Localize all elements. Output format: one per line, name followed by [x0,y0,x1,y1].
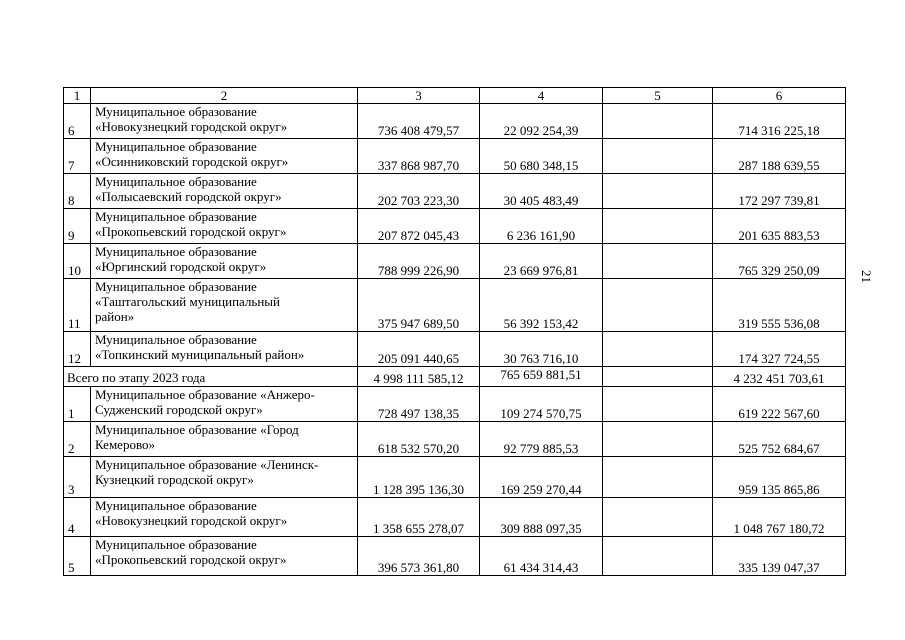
municipality-name-line: Муниципальное образование [95,209,257,224]
total-col3: 4 998 111 585,12 [358,367,480,387]
header-cell-6: 6 [713,88,846,104]
value-c4: 30 763 716,10 [480,332,603,367]
value-c6: 959 135 865,86 [713,457,846,498]
row-number: 5 [64,537,91,576]
value-c4: 92 779 885,53 [480,422,603,457]
value-c4: 61 434 314,43 [480,537,603,576]
municipality-name-line: Муниципальное образование [95,279,257,294]
value-c3: 1 128 395 136,30 [358,457,480,498]
value-c4: 309 888 097,35 [480,498,603,537]
table-row [64,332,846,367]
value-c5 [603,498,713,537]
table-row [64,279,846,332]
value-c5 [603,332,713,367]
table-row [64,104,846,139]
municipality-name-line: Кемерово» [95,437,155,452]
value-c3: 396 573 361,80 [358,537,480,576]
value-c3: 736 408 479,57 [358,104,480,139]
table-row [64,422,846,457]
municipality-name-line: Муниципальное образование [95,139,257,154]
municipality-name-line: «Прокопьевский городской округ» [95,224,287,239]
value-c4: 22 092 254,39 [480,104,603,139]
value-c4: 6 236 161,90 [480,209,603,244]
value-c6: 765 329 250,09 [713,244,846,279]
value-c5 [603,279,713,332]
value-c6: 619 222 567,60 [713,387,846,422]
value-c5 [603,457,713,498]
table-row [64,537,846,576]
value-c5 [603,537,713,576]
budget-table [63,87,846,576]
header-cell-4: 4 [480,88,603,104]
municipality-name [91,244,358,279]
municipality-name-line: Муниципальное образование [95,498,257,513]
municipality-name-line: Муниципальное образование [95,104,257,119]
row-number: 1 [64,387,91,422]
municipality-name-line: Судженский городской округ» [95,402,263,417]
table-group-next [64,387,846,576]
header-cell-2: 2 [91,88,358,104]
municipality-name [91,332,358,367]
value-c3: 205 091 440,65 [358,332,480,367]
table-row [64,498,846,537]
municipality-name-line: Муниципальное образование [95,174,257,189]
value-c5 [603,209,713,244]
value-c6: 201 635 883,53 [713,209,846,244]
value-c6: 714 316 225,18 [713,104,846,139]
value-c3: 728 497 138,35 [358,387,480,422]
header-cell-1: 1 [64,88,91,104]
value-c3: 618 532 570,20 [358,422,480,457]
municipality-name [91,498,358,537]
municipality-name-line: Муниципальное образование «Город [95,422,299,437]
table-row [64,209,846,244]
table-row [64,457,846,498]
header-cell-3: 3 [358,88,480,104]
municipality-name-line: Муниципальное образование «Анжеро- [95,387,315,402]
table-row [64,387,846,422]
row-number: 2 [64,422,91,457]
municipality-name [91,279,358,332]
municipality-name [91,537,358,576]
table-group-2023 [64,104,846,367]
value-c3: 207 872 045,43 [358,209,480,244]
value-c5 [603,174,713,209]
value-c6: 287 188 639,55 [713,139,846,174]
value-c3: 337 868 987,70 [358,139,480,174]
municipality-name-line: «Прокопьевский городской округ» [95,552,287,567]
value-c6: 172 297 739,81 [713,174,846,209]
row-number: 4 [64,498,91,537]
value-c6: 525 752 684,67 [713,422,846,457]
municipality-name-line: «Юргинский городской округ» [95,259,267,274]
municipality-name-line: Муниципальное образование [95,332,257,347]
municipality-name-line: Кузнецкий городской округ» [95,472,254,487]
value-c5 [603,244,713,279]
value-c4: 109 274 570,75 [480,387,603,422]
municipality-name-line: Муниципальное образование [95,244,257,259]
total-label: Всего по этапу 2023 года [64,367,358,387]
row-number: 6 [64,104,91,139]
total-row [64,367,846,387]
municipality-name [91,209,358,244]
row-number: 8 [64,174,91,209]
value-c5 [603,104,713,139]
total-col4: 765 659 881,51 [480,367,603,387]
value-c3: 375 947 689,50 [358,279,480,332]
municipality-name-line: «Новокузнецкий городской округ» [95,119,288,134]
row-number: 9 [64,209,91,244]
municipality-name [91,387,358,422]
value-c6: 1 048 767 180,72 [713,498,846,537]
value-c3: 202 703 223,30 [358,174,480,209]
value-c4: 30 405 483,49 [480,174,603,209]
municipality-name-line: Муниципальное образование [95,537,257,552]
row-number: 12 [64,332,91,367]
table-row [64,244,846,279]
total-col5 [603,367,713,387]
row-number: 11 [64,279,91,332]
table-row [64,139,846,174]
municipality-name [91,139,358,174]
value-c5 [603,422,713,457]
value-c4: 169 259 270,44 [480,457,603,498]
header-row [64,88,846,104]
value-c3: 788 999 226,90 [358,244,480,279]
total-col6: 4 232 451 703,61 [713,367,846,387]
value-c5 [603,139,713,174]
municipality-name-line: «Осинниковский городской округ» [95,154,289,169]
municipality-name [91,104,358,139]
municipality-name-line: «Топкинский муниципальный район» [95,347,305,362]
municipality-name [91,174,358,209]
row-number: 10 [64,244,91,279]
row-number: 3 [64,457,91,498]
municipality-name-line: район» [95,309,135,324]
value-c6: 319 555 536,08 [713,279,846,332]
value-c4: 50 680 348,15 [480,139,603,174]
value-c6: 174 327 724,55 [713,332,846,367]
row-number: 7 [64,139,91,174]
value-c5 [603,387,713,422]
value-c4: 23 669 976,81 [480,244,603,279]
table-row [64,174,846,209]
header-cell-5: 5 [603,88,713,104]
municipality-name-line: «Таштагольский муниципальный [95,294,280,309]
page-number: 21 [859,270,874,283]
municipality-name [91,422,358,457]
municipality-name [91,457,358,498]
municipality-name-line: «Полысаевский городской округ» [95,189,282,204]
value-c6: 335 139 047,37 [713,537,846,576]
value-c3: 1 358 655 278,07 [358,498,480,537]
value-c4: 56 392 153,42 [480,279,603,332]
municipality-name-line: «Новокузнецкий городской округ» [95,513,288,528]
municipality-name-line: Муниципальное образование «Ленинск- [95,457,319,472]
